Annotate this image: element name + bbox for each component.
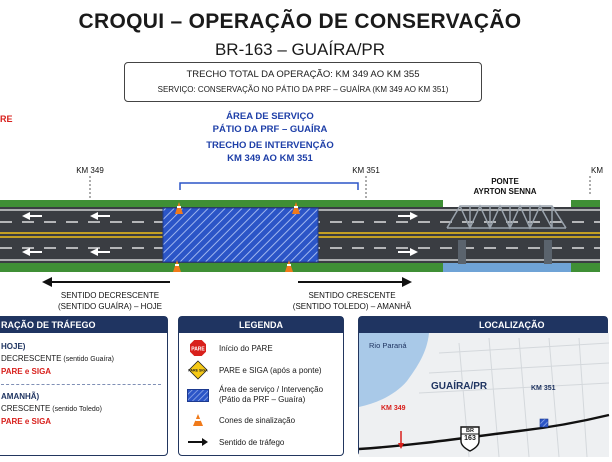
legend-title: LEGENDA: [179, 317, 343, 333]
km-349-label: KM 349: [76, 166, 104, 175]
legend-item-cones: [179, 409, 343, 431]
direction-arrow-crescente: [298, 277, 412, 287]
pare-siga-sign-icon: [189, 361, 207, 379]
km-right-fragment-label: KM: [591, 166, 603, 175]
tomorrow-mode: PARE e SIGA: [1, 417, 52, 426]
bridge-label-line2: AYRTON SENNA: [473, 187, 537, 196]
today-direction-note: (sentido Guaíra): [61, 356, 114, 363]
shield-top-label: BR: [466, 428, 474, 434]
crescente-line1: SENTIDO CRESCENTE: [308, 291, 396, 300]
shield-number-label: 163: [464, 435, 476, 442]
map-km-349-label: KM 349: [381, 405, 406, 412]
legend-item-pare-siga: [179, 359, 343, 381]
work-area-title-line1: ÁREA DE SERVIÇO: [226, 111, 314, 122]
legend-item-work-area: [179, 381, 343, 409]
today-mode: PARE e SIGA: [1, 367, 52, 376]
location-map: [359, 333, 609, 457]
tomorrow-direction-name: CRESCENTE: [1, 404, 51, 413]
bridge-pillar: [544, 240, 552, 264]
legend-label-stop: Início do PARE: [219, 343, 273, 353]
legend-label-cones: Cones de sinalização: [219, 415, 296, 425]
legend-label-work-area-2: (Pátio da PRF – Guaíra): [219, 395, 306, 404]
location-title: LOCALIZAÇÃO: [359, 317, 607, 333]
page-title: CROQUI – OPERAÇÃO DE CONSERVAÇÃO: [78, 10, 522, 33]
river-label: Rio Paraná: [369, 341, 407, 350]
direction-decrescente-label: [40, 290, 180, 312]
today-direction-name: DECRESCENTE: [1, 354, 62, 363]
direction-arrow-decrescente: [42, 277, 170, 287]
decrescente-line1: SENTIDO DECRESCENTE: [60, 291, 160, 300]
svg-text:PARE SIGA: PARE SIGA: [188, 368, 208, 373]
legend-panel: [178, 316, 344, 456]
today-direction: [1, 353, 167, 366]
work-area-title-line2: PÁTIO DA PRF – GUAÍRA: [212, 124, 328, 135]
today-block: [0, 333, 167, 378]
direction-crescente-label: [282, 290, 422, 312]
map-km-351-label: KM 351: [531, 385, 556, 392]
bridge-pillar: [458, 240, 466, 264]
total-stretch-text: TRECHO TOTAL DA OPERAÇÃO: KM 349 AO KM 355: [186, 69, 420, 80]
tomorrow-head: AMANHÃ): [1, 392, 40, 401]
stop-sign-icon: [189, 339, 207, 357]
km-351-label: KM 351: [352, 166, 380, 175]
traffic-operation-panel: [0, 316, 168, 456]
legend-label-work-area: Área de serviço / Intervenção: [219, 385, 324, 394]
work-area-hatched: [163, 208, 318, 262]
tomorrow-block: [0, 385, 167, 428]
legend-label-pare-siga: PARE e SIGA (após a ponte): [219, 365, 322, 375]
service-text: SERVIÇO: CONSERVAÇÃO NO PÁTIO DA PRF – GUAÍRA (KM 349 AO KM 351): [157, 85, 449, 94]
traffic-cone-icon: [192, 413, 204, 427]
tomorrow-direction-note: (sentido Toledo): [50, 406, 102, 413]
location-panel: [358, 316, 608, 456]
today-head: HOJE): [1, 342, 26, 351]
intervention-line1: TRECHO DE INTERVENÇÃO: [206, 140, 334, 151]
decrescente-line2: (SENTIDO GUAÍRA) – HOJE: [57, 302, 162, 311]
legend-item-stop: [179, 337, 343, 359]
traffic-operation-title: RAÇÃO DE TRÁFEGO: [0, 317, 167, 333]
tomorrow-direction: [1, 403, 167, 416]
legend-label-arrow: Sentido de tráfego: [219, 437, 285, 447]
intervention-line2: KM 349 AO KM 351: [227, 153, 313, 164]
page-subtitle: BR-163 – GUAÍRA/PR: [214, 40, 386, 59]
svg-text:PARE: PARE: [191, 346, 205, 353]
work-area-bracket: [180, 183, 358, 190]
left-fragment-label: RE: [0, 114, 13, 124]
hatched-area-icon: [187, 389, 209, 402]
city-label: GUAÍRA/PR: [431, 381, 488, 392]
km-351-marker-map: [540, 419, 548, 427]
arrow-right-icon: [187, 437, 209, 447]
bridge-label-line1: PONTE: [491, 177, 519, 186]
legend-item-arrow: [179, 431, 343, 453]
crescente-line2: (SENTIDO TOLEDO) – AMANHÃ: [292, 302, 412, 311]
